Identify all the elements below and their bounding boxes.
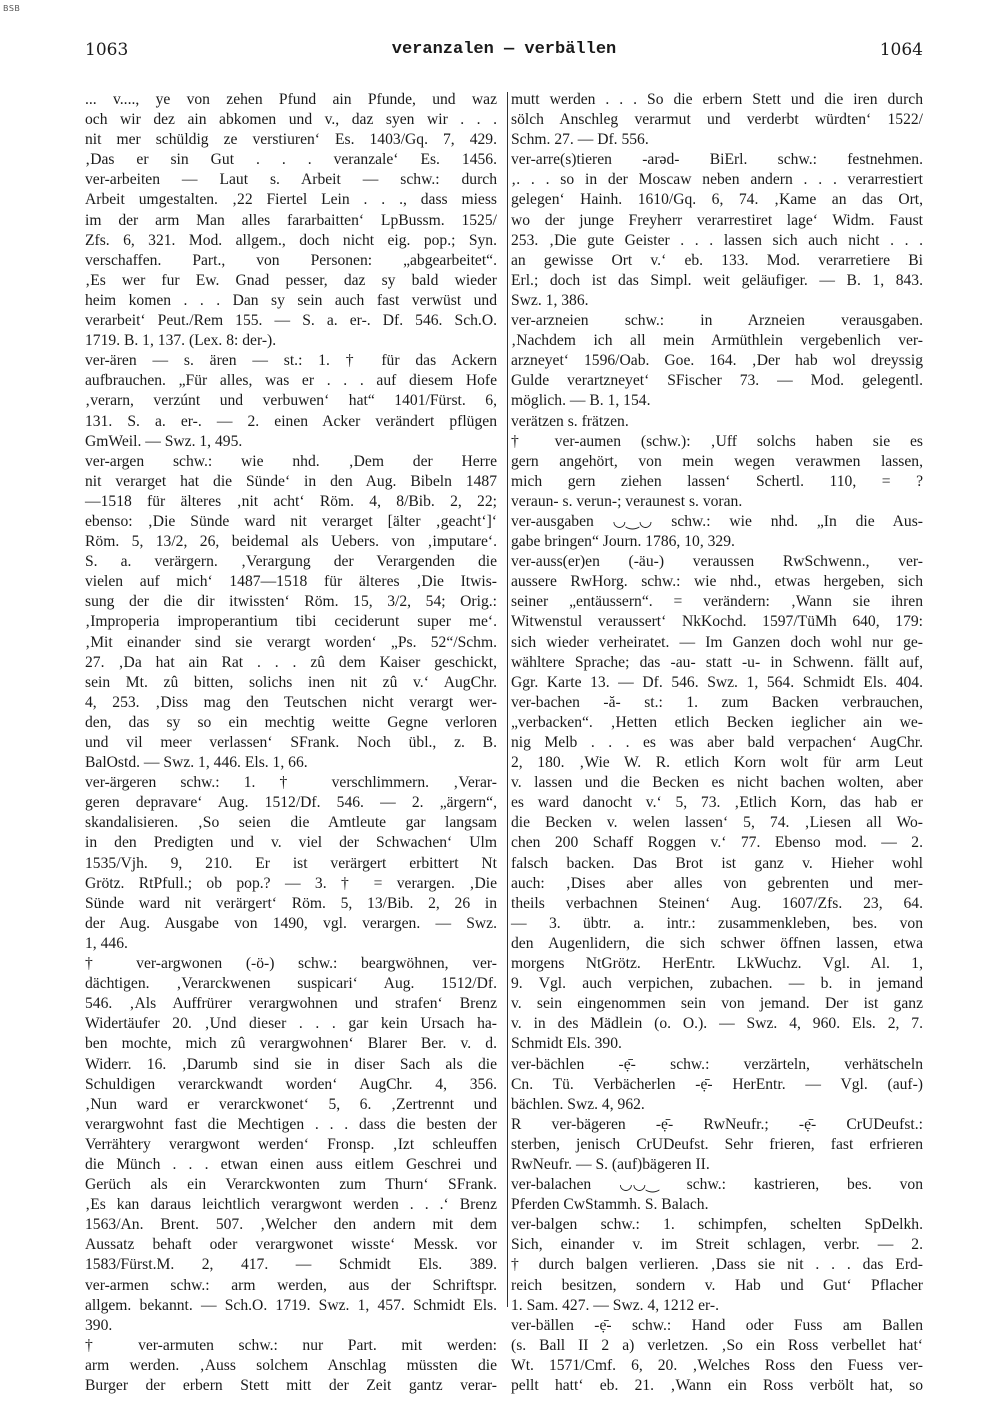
text-line: ‚Es wer fur Ew. Gnad pesser, daz sy bald wieder (85, 271, 497, 289)
text-line: ... v...., ye von zehen Pfund ain Pfunde, und waz (85, 91, 497, 108)
text-line: ver-bachen -ă- st.: 1. zum Backen verbrauchen, (511, 693, 923, 711)
text-line: v. lassen und die Becken es nicht bachen wolten, aber (511, 774, 923, 792)
text-line: Widertäufer 20. ‚Und dieser . . . gar kein Ursach ha- (85, 1015, 497, 1033)
text-line: ‚Nun ward er verarckwonet‘ 5, 6. ‚Zertrennt und (85, 1095, 497, 1113)
text-line: Schuldigen verarckwandt worden‘ AugChr. 4, 356. (85, 1075, 497, 1093)
text-line: verarbeit‘ Peut./Rem 155. — S. a. er-. Df. 546. Sch.O. (85, 312, 497, 330)
text-line: sölch Anschleg verarmut und verderbt würdten‘ 1522/ (511, 111, 923, 129)
text-line: Pferden CwStammh. S. Balach. (511, 1196, 709, 1214)
text-line: die Münch . . . etwan einen auss eitlem Geschrei und (85, 1155, 497, 1173)
text-line: der Aug. Ausgabe von 1490, vgl. verargen. — Swz. (85, 914, 497, 932)
text-line: an gewisse Ort v.‘ eb. 133. Mod. verarretiere Bi (511, 251, 923, 269)
text-line: Grötz. RtPfull.; ob pop.? — 3. † = verargen. ‚Die (85, 874, 497, 892)
text-line: allgem. bekannt. — Sch.O. 1719. Swz. 1, 457. Schmidt Els. (85, 1296, 497, 1314)
text-line: — 3. übtr. a. intr.: zusammenkleben, bes. von (511, 914, 923, 932)
text-line: verätzen s. frätzen. (511, 412, 629, 430)
text-line: skandalisieren. ‚So seien die Amtleute gar langsam (85, 814, 497, 832)
text-line: die Becken v. welen lassen‘ 5, 74. ‚Liesen all Wo- (511, 814, 923, 832)
text-line: im der arm Man alles fararbaitten‘ LpBussm. 1525/ (85, 211, 497, 229)
text-line: Burger der erbern Stett mitt der Zeit gantz verar- (85, 1377, 497, 1394)
text-line: gabe bringen“ Journ. 1786, 10, 329. (511, 533, 735, 551)
text-line: gern angehört, von mein wegen verawmen lassen, (511, 452, 923, 470)
text-line: und vil meer verlassen‘ SFrank. Noch übl., z. B. (85, 734, 497, 751)
text-line: ‚Es kan daraus leichtlich verargwont werden . . .‘ Brenz (85, 1196, 497, 1214)
text-line: Gulde verartzneyet‘ SFischer 73. — Mod. gelegentl. (511, 372, 923, 390)
text-line: sung der die dir itwissten‘ Röm. 15, 3/2, 54; Orig.: (85, 593, 497, 611)
text-line: arzneyet‘ 1596/Oab. Goe. 164. ‚Der hab wol dreyssig (511, 352, 923, 370)
text-line: mutt werden . . . So die erbern Stett und die iren durch (511, 91, 923, 108)
text-line: Witwenstul veraussert‘ NkKochd. 1597/TüMh 640, 179: (511, 613, 923, 631)
text-line: 1563/An. Brent. 507. ‚Welcher den andern mit dem (85, 1216, 497, 1234)
text-line: aufbrauchen. „Für alles, was er . . . auf diesem Hofe (85, 372, 497, 390)
text-line: ver-balgen schw.: 1. schimpfen, schelten SpDelkh. (511, 1216, 923, 1234)
text-line: arm werden. ‚Auss solchem Anschlag müssten die (85, 1356, 497, 1374)
text-line: Sünde ward nit verärgert‘ Röm. 5, 13/Bib. 2, 26 in (85, 894, 497, 912)
text-line: † ver-argwonen (-ö-) schw.: beargwöhnen, ver- (85, 955, 497, 973)
left-column (85, 90, 497, 1394)
text-line: ebenso: ‚Die Sünde ward nit verarget [älter ‚geacht‘]‘ (85, 512, 497, 530)
text-line: „verbacken“. ‚Hetten etlich Becken ieglicher ain we- (511, 713, 923, 731)
text-line: Widerr. 16. ‚Darumb sind sie in diser Sach als die (85, 1055, 497, 1073)
text-line: Cn. Tü. Verbächerlen -ẹ̄- HerEntr. — Vgl. (auf-) (511, 1075, 923, 1093)
text-line: 1. Sam. 427. — Swz. 4, 1212 er-. (511, 1296, 720, 1314)
right-column (511, 90, 923, 1394)
text-line: heim komen . . . Dan sy sein auch fast verwüst und (85, 291, 497, 309)
text-line: ‚Mit einander sind sie verargt worden‘ „Ps. 52“/Schm. (85, 633, 497, 651)
text-line: wähltere Sprache; das -au- statt -u- in Schwenn. fällt auf, (511, 653, 923, 671)
text-line: chen 200 Schaff Roggen v.‘ 77. Ebenso mod. — 2. (511, 834, 923, 852)
text-line: 546. ‚Als Auffrürer verargwohnen und strafen‘ Brenz (85, 995, 497, 1013)
text-line: ben mochte, mich zû verargwohnen‘ Blarer Ber. v. d. (85, 1035, 497, 1053)
text-line: Schm. 27. — Df. 556. (511, 131, 649, 149)
text-line: GmWeil. — Swz. 1, 495. (85, 432, 243, 450)
text-line: † durch balgen verlieren. ‚Dass sie nit . . . das Erd- (511, 1256, 923, 1274)
text-line: wo der junge Freyherr verarrestiret lage‘ Widm. Faust (511, 211, 923, 229)
text-line: ver-arbeiten — Laut s. Arbeit — schw.: durch (85, 171, 497, 189)
text-line: Gerüch als ein Verarckwonten zum Thurn‘ SFrank. (85, 1176, 497, 1194)
text-line: R ver-bägeren -ẹ̄- RwNeufr.; -ẹ̄- CrUDeufst.: (511, 1115, 923, 1133)
text-line: Swz. 1, 386. (511, 291, 589, 309)
text-line: 131. S. a. er-. — 2. einen Acker verändert pflügen (85, 412, 497, 430)
text-line: vielen auf mich‘ 1487—1518 für älteres ‚Die Itwis- (85, 573, 497, 591)
text-line: ver-arre(s)tieren -arəd- BiErl. schw.: festnehmen. (511, 151, 923, 169)
text-line: BalOstd. — Swz. 1, 446. Els. 1, 66. (85, 754, 308, 772)
text-line: v. sein eingenommen sein von jemand. Der ist ganz (511, 995, 923, 1013)
text-line: falsch backen. Das Brot ist ganz v. Hieher wohl (511, 854, 923, 872)
text-line: ver-armen schw.: arm werden, aus der Schriftspr. (85, 1276, 497, 1294)
text-line: 1583/Fürst.M. 2, 417. — Schmidt Els. 389. (85, 1256, 497, 1274)
text-line: ‚Das er sin Gut . . . veranzale‘ Es. 1456. (85, 151, 497, 169)
text-line: veraun- s. verun-; veraunest s. voran. (511, 492, 743, 510)
text-line: in den Predigten und v. viel der Schwachen‘ Ulm (85, 834, 497, 852)
text-line: S. a. verärgern. ‚Verargung der Verargenden die (85, 553, 497, 571)
column-divider (507, 92, 508, 1307)
text-line: 27. ‚Da hat ain Rat . . . zû dem Kaiser geschickt, (85, 653, 497, 671)
text-line: 9. Vgl. auch verpichen, zubachen. — b. in jemand (511, 975, 923, 993)
text-line: och wir dez ain abkomen und v., daz syen wir . . . (85, 111, 497, 129)
text-line: (s. Ball II 2 a) verletzen. ‚So ein Ross verbellet hat‘ (511, 1336, 923, 1354)
text-line: dächtigen. ‚Verarckwenen suspicari‘ Aug. 1512/Df. (85, 975, 497, 993)
text-line: ‚Nachdem ich all mein Armüthlein vergebenlich ver- (511, 332, 923, 350)
text-line: den, das sy so ein mechtig weitte Gegne verloren (85, 713, 497, 731)
text-line: seiner „entäussern“. = verändern: ‚Wann sie ihren (511, 593, 923, 611)
text-line: Arbeit umgestalten. ‚22 Fiertel Lein . . ., dass miess (85, 191, 497, 209)
text-line: ver-auss(er)en (-äu-) veraussen RwSchwenn., ver- (511, 553, 923, 571)
text-line: Verrähtery verargwont werden‘ Fronsp. ‚Izt schleuffen (85, 1135, 497, 1153)
text-line: 1535/Vjh. 9, 210. Er ist verärgert erbittert Nt (85, 854, 497, 872)
text-line: Schmidt Els. 390. (511, 1035, 622, 1053)
running-title: veranzalen — verbällen (391, 40, 617, 59)
text-line: pellt hatt‘ eb. 21. ‚Wann ein Ross verbölt hat, so (511, 1377, 923, 1394)
text-line: nig Melb . . . es was aber bald verpachen‘ AugChr. (511, 734, 923, 751)
text-line: mich gern ziehen lassen‘ Schertl. 110, = ? (511, 472, 923, 490)
text-line: ver-ausgaben ◡‿◡ schw.: wie nhd. „In die Aus- (511, 512, 923, 530)
text-line: Ggr. Karte 13. — Df. 546. Swz. 1, 564. Schmidt Els. 404. (511, 673, 923, 691)
text-line: † ver-armuten schw.: nur Part. mit werden: (85, 1336, 497, 1354)
text-line: ver-ärgeren schw.: 1. † verschlimmern. ‚Verar- (85, 774, 497, 792)
text-line: ver-arzneien schw.: in Arzneien verausgaben. (511, 312, 923, 330)
text-line: Aussatz behaft oder verargwonet wisste‘ Messk. vor (85, 1236, 497, 1254)
text-line: 4, 253. ‚Diss mag den Teutschen nicht verargt wer- (85, 693, 497, 711)
text-line: ver-ären — s. ären — st.: 1. † für das Ackern (85, 352, 497, 370)
text-line: ‚. . . so in der Moscaw neben andern . . . verarrestiert (511, 171, 923, 189)
text-line: † ver-aumen (schw.): ‚Uff solchs haben sie es (511, 432, 923, 450)
text-line: verargwohnt fast die Mechtigen . . . dass die besten der (85, 1115, 497, 1133)
text-line: RwNeufr. — S. (auf)bägeren II. (511, 1155, 710, 1173)
text-line: reich besitzen, sondern v. Hab und Gut‘ Pflacher (511, 1276, 923, 1294)
text-line: gelegen‘ Hainh. 1610/Gq. 6, 74. ‚Kame an das Ort, (511, 191, 923, 209)
library-stamp: BSB (3, 4, 21, 13)
text-line: 1, 446. (85, 934, 128, 952)
page-number-left: 1063 (85, 40, 129, 60)
text-line: verschaffen. Part., von Personen: „abgearbeitet“. (85, 251, 497, 269)
text-line: aussere RwHorg. schw.: wie nhd., etwas hergeben, sich (511, 573, 923, 591)
text-line: Erl.; doch ist das Simpl. weit geläufiger. — B. 1, 843. (511, 271, 923, 289)
text-line: v. in des Mädlein (o. O.). — Swz. 4, 960. Els. 2, 7. (511, 1015, 923, 1033)
page-number-right: 1064 (879, 40, 923, 60)
text-line: nit mer schüldig ze verstiuren‘ Es. 1403/Gq. 7, 429. (85, 131, 497, 149)
text-line: sterben, jenisch CrUDeufst. Sehr frieren, fast erfrieren (511, 1135, 923, 1153)
text-line: ver-bällen -ẹ̄- schw.: Hand oder Fuss am Ballen (511, 1316, 923, 1334)
text-line: es ward danocht v.‘ 5, 73. ‚Etlich Korn, das hab er (511, 794, 923, 812)
text-line: nit verarget hat die Sünde‘ in den Aug. Bibeln 1487 (85, 472, 497, 490)
text-line: bächlen. Swz. 4, 962. (511, 1095, 645, 1113)
text-line: ver-balachen ◡◡‿ schw.: kastrieren, bes. von (511, 1176, 923, 1194)
text-line: sein Mt. zû bitten, solichs inen nit zû v.‘ AugChr. (85, 673, 497, 691)
text-line: 1719. B. 1, 137. (Lex. 8: der-). (85, 332, 277, 350)
text-line: 253. ‚Die gute Geister . . . lassen sich auch nicht . . . (511, 231, 923, 249)
text-line: 2, 180. ‚Wie W. R. etlich Korn wolt für arm Leut (511, 754, 923, 772)
page-header (85, 40, 923, 68)
text-line: ver-argen schw.: wie nhd. ‚Dem der Herre (85, 452, 497, 470)
text-line: auch: ‚Dises aber alles von gebrenten und mer- (511, 874, 923, 892)
text-line: ver-bächlen -ẹ̄- schw.: verzärteln, verhätscheln (511, 1055, 923, 1073)
text-line: möglich. — B. 1, 154. (511, 392, 651, 410)
text-line: theils verbachnen Steinen‘ Aug. 1607/Zfs. 23, 64. (511, 894, 923, 912)
text-line: Wt. 1571/Cmf. 6, 20. ‚Welches Ross den Fuess ver- (511, 1356, 923, 1374)
text-line: 390. (85, 1316, 113, 1334)
text-line: geren depravare‘ Aug. 1512/Df. 546. — 2. „ärgern“, (85, 794, 497, 812)
text-line: Sich, einander v. im Streit schlagen, verbr. — 2. (511, 1236, 923, 1254)
text-line: sich wieder verheiratet. — Im Ganzen doch wohl nur ge- (511, 633, 923, 651)
text-line: Röm. 5, 13/2, 26, beidemal als Uebers. von ‚imputare‘. (85, 533, 497, 551)
text-line: Zfs. 6, 321. Mod. allgem., doch nicht eig. pop.; Syn. (85, 231, 497, 249)
text-line: morgens NtGrötz. HerEntr. LkWuchz. Vgl. Al. 1, (511, 955, 923, 973)
text-line: ‚Improperia improperantium tibi ceciderunt super me‘. (85, 613, 497, 631)
text-line: ‚verarn, verzúnt und verbuwen‘ hat“ 1401/Fürst. 6, (85, 392, 497, 410)
text-line: —1518 für älteres ‚nit acht‘ Röm. 4, 8/Bib. 2, 22; (85, 492, 497, 510)
text-line: den Augenlidern, die sich schwer öffnen lassen, etwa (511, 934, 923, 952)
